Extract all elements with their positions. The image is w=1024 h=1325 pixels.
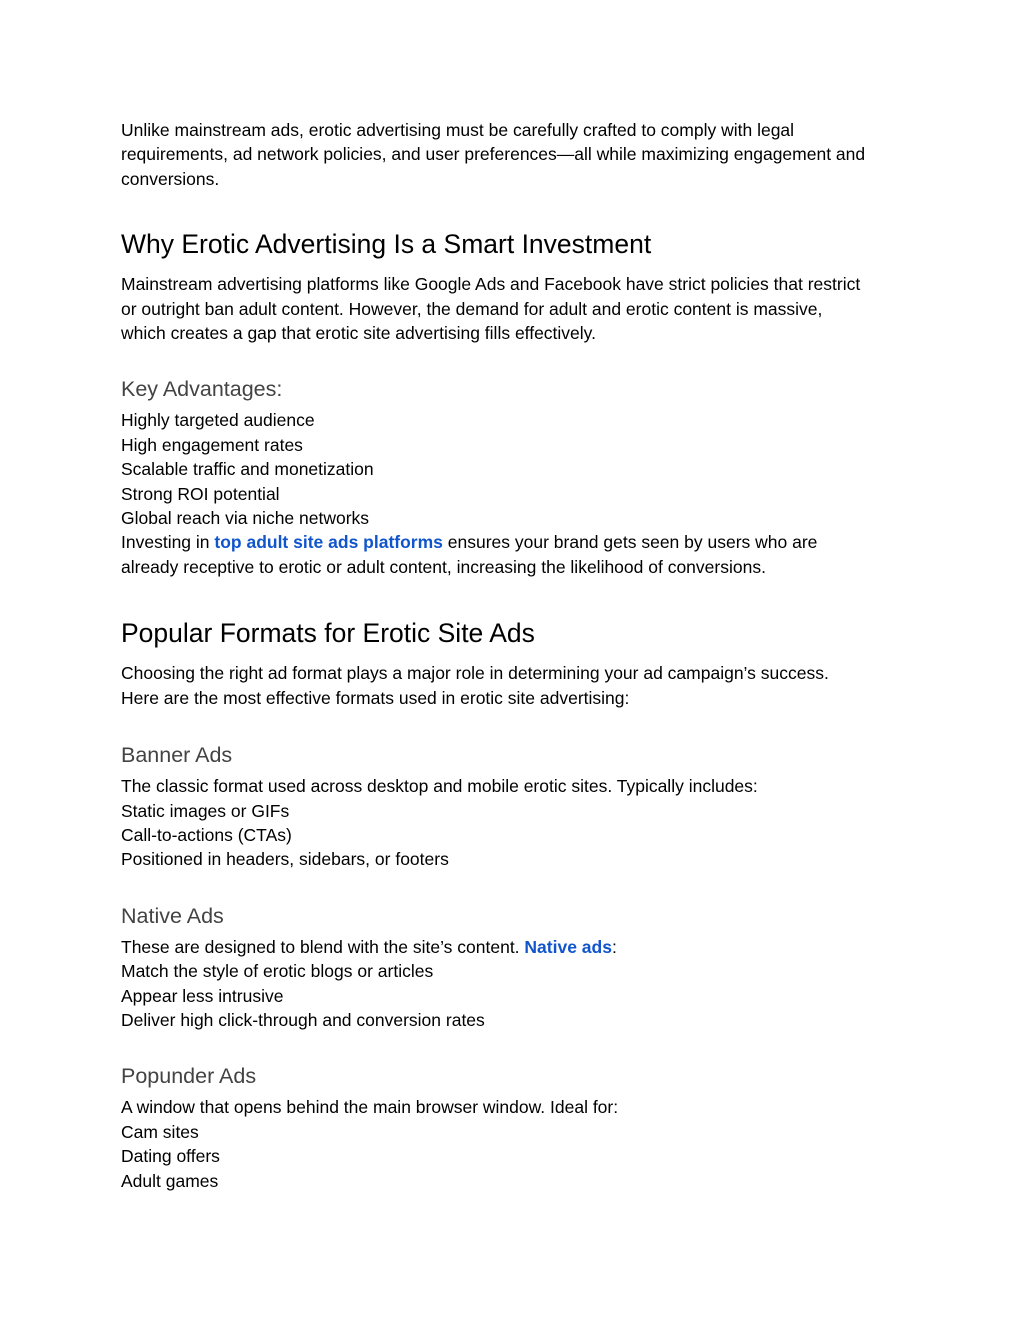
native-intro-line <box>121 935 911 959</box>
intro-line: requirements, ad network policies, and user preferences—all while maximizing engagement and <box>121 144 866 165</box>
investing-line-2: already receptive to erotic or adult content, increasing the likelihood of conversions. <box>121 556 766 577</box>
list-item: Positioned in headers, sidebars, or footers <box>121 849 449 870</box>
intro-line: Unlike mainstream ads, erotic advertising must be carefully crafted to comply with legal <box>121 120 795 140</box>
banner-ads-paragraph <box>121 774 911 872</box>
native-ads-link[interactable]: Native ads <box>524 936 612 957</box>
list-item: Static images or GIFs <box>121 800 290 821</box>
list-item: Cam sites <box>121 1121 199 1142</box>
list-item: Call-to-actions (CTAs) <box>121 824 292 845</box>
list-item: Highly targeted audience <box>121 410 315 431</box>
investing-line <box>121 530 911 554</box>
heading-popular-formats: Popular Formats for Erotic Site Ads <box>121 618 535 649</box>
intro-paragraph <box>121 118 911 191</box>
investment-line: or outright ban adult content. However, the demand for adult and erotic content is massive, <box>121 298 823 319</box>
formats-paragraph <box>121 661 911 710</box>
list-item: Deliver high click-through and conversion rates <box>121 1009 485 1030</box>
list-item: Strong ROI potential <box>121 483 280 504</box>
list-item: Scalable traffic and monetization <box>121 459 374 480</box>
document-page <box>121 118 911 1193</box>
heading-key-advantages: Key Advantages: <box>121 377 283 402</box>
list-item: Adult games <box>121 1170 219 1191</box>
investment-line: Mainstream advertising platforms like Google Ads and Facebook have strict policies that restrict <box>121 274 861 295</box>
native-intro-suffix: : <box>611 936 617 957</box>
list-item: Global reach via niche networks <box>121 508 370 529</box>
heading-banner-ads: Banner Ads <box>121 743 233 768</box>
popunder-line: A window that opens behind the main browser window. Ideal for: <box>121 1097 619 1118</box>
list-item: Dating offers <box>121 1146 220 1167</box>
banner-line: The classic format used across desktop and mobile erotic sites. Typically includes: <box>121 776 758 797</box>
formats-line: Choosing the right ad format plays a major role in determining your ad campaign’s success. <box>121 663 829 684</box>
heading-native-ads: Native Ads <box>121 903 224 928</box>
native-intro-prefix: These are designed to blend with the site’s content. <box>121 936 525 957</box>
investment-line: which creates a gap that erotic site advertising fills effectively. <box>121 323 596 344</box>
native-ads-paragraph <box>121 935 911 1033</box>
popunder-ads-paragraph <box>121 1095 911 1193</box>
investment-paragraph <box>121 272 911 345</box>
investing-suffix: ensures your brand gets seen by users who are <box>442 532 818 553</box>
heading-smart-investment: Why Erotic Advertising Is a Smart Investment <box>121 229 652 260</box>
list-item: Appear less intrusive <box>121 985 284 1006</box>
intro-line: conversions. <box>121 168 220 189</box>
list-item: Match the style of erotic blogs or articles <box>121 961 434 982</box>
investing-prefix: Investing in <box>121 532 215 553</box>
list-item: High engagement rates <box>121 434 303 455</box>
top-adult-site-ads-link[interactable]: top adult site ads platforms <box>214 532 443 553</box>
formats-line: Here are the most effective formats used in erotic site advertising: <box>121 687 630 708</box>
key-advantages-list <box>121 408 911 579</box>
heading-popunder-ads: Popunder Ads <box>121 1064 257 1089</box>
